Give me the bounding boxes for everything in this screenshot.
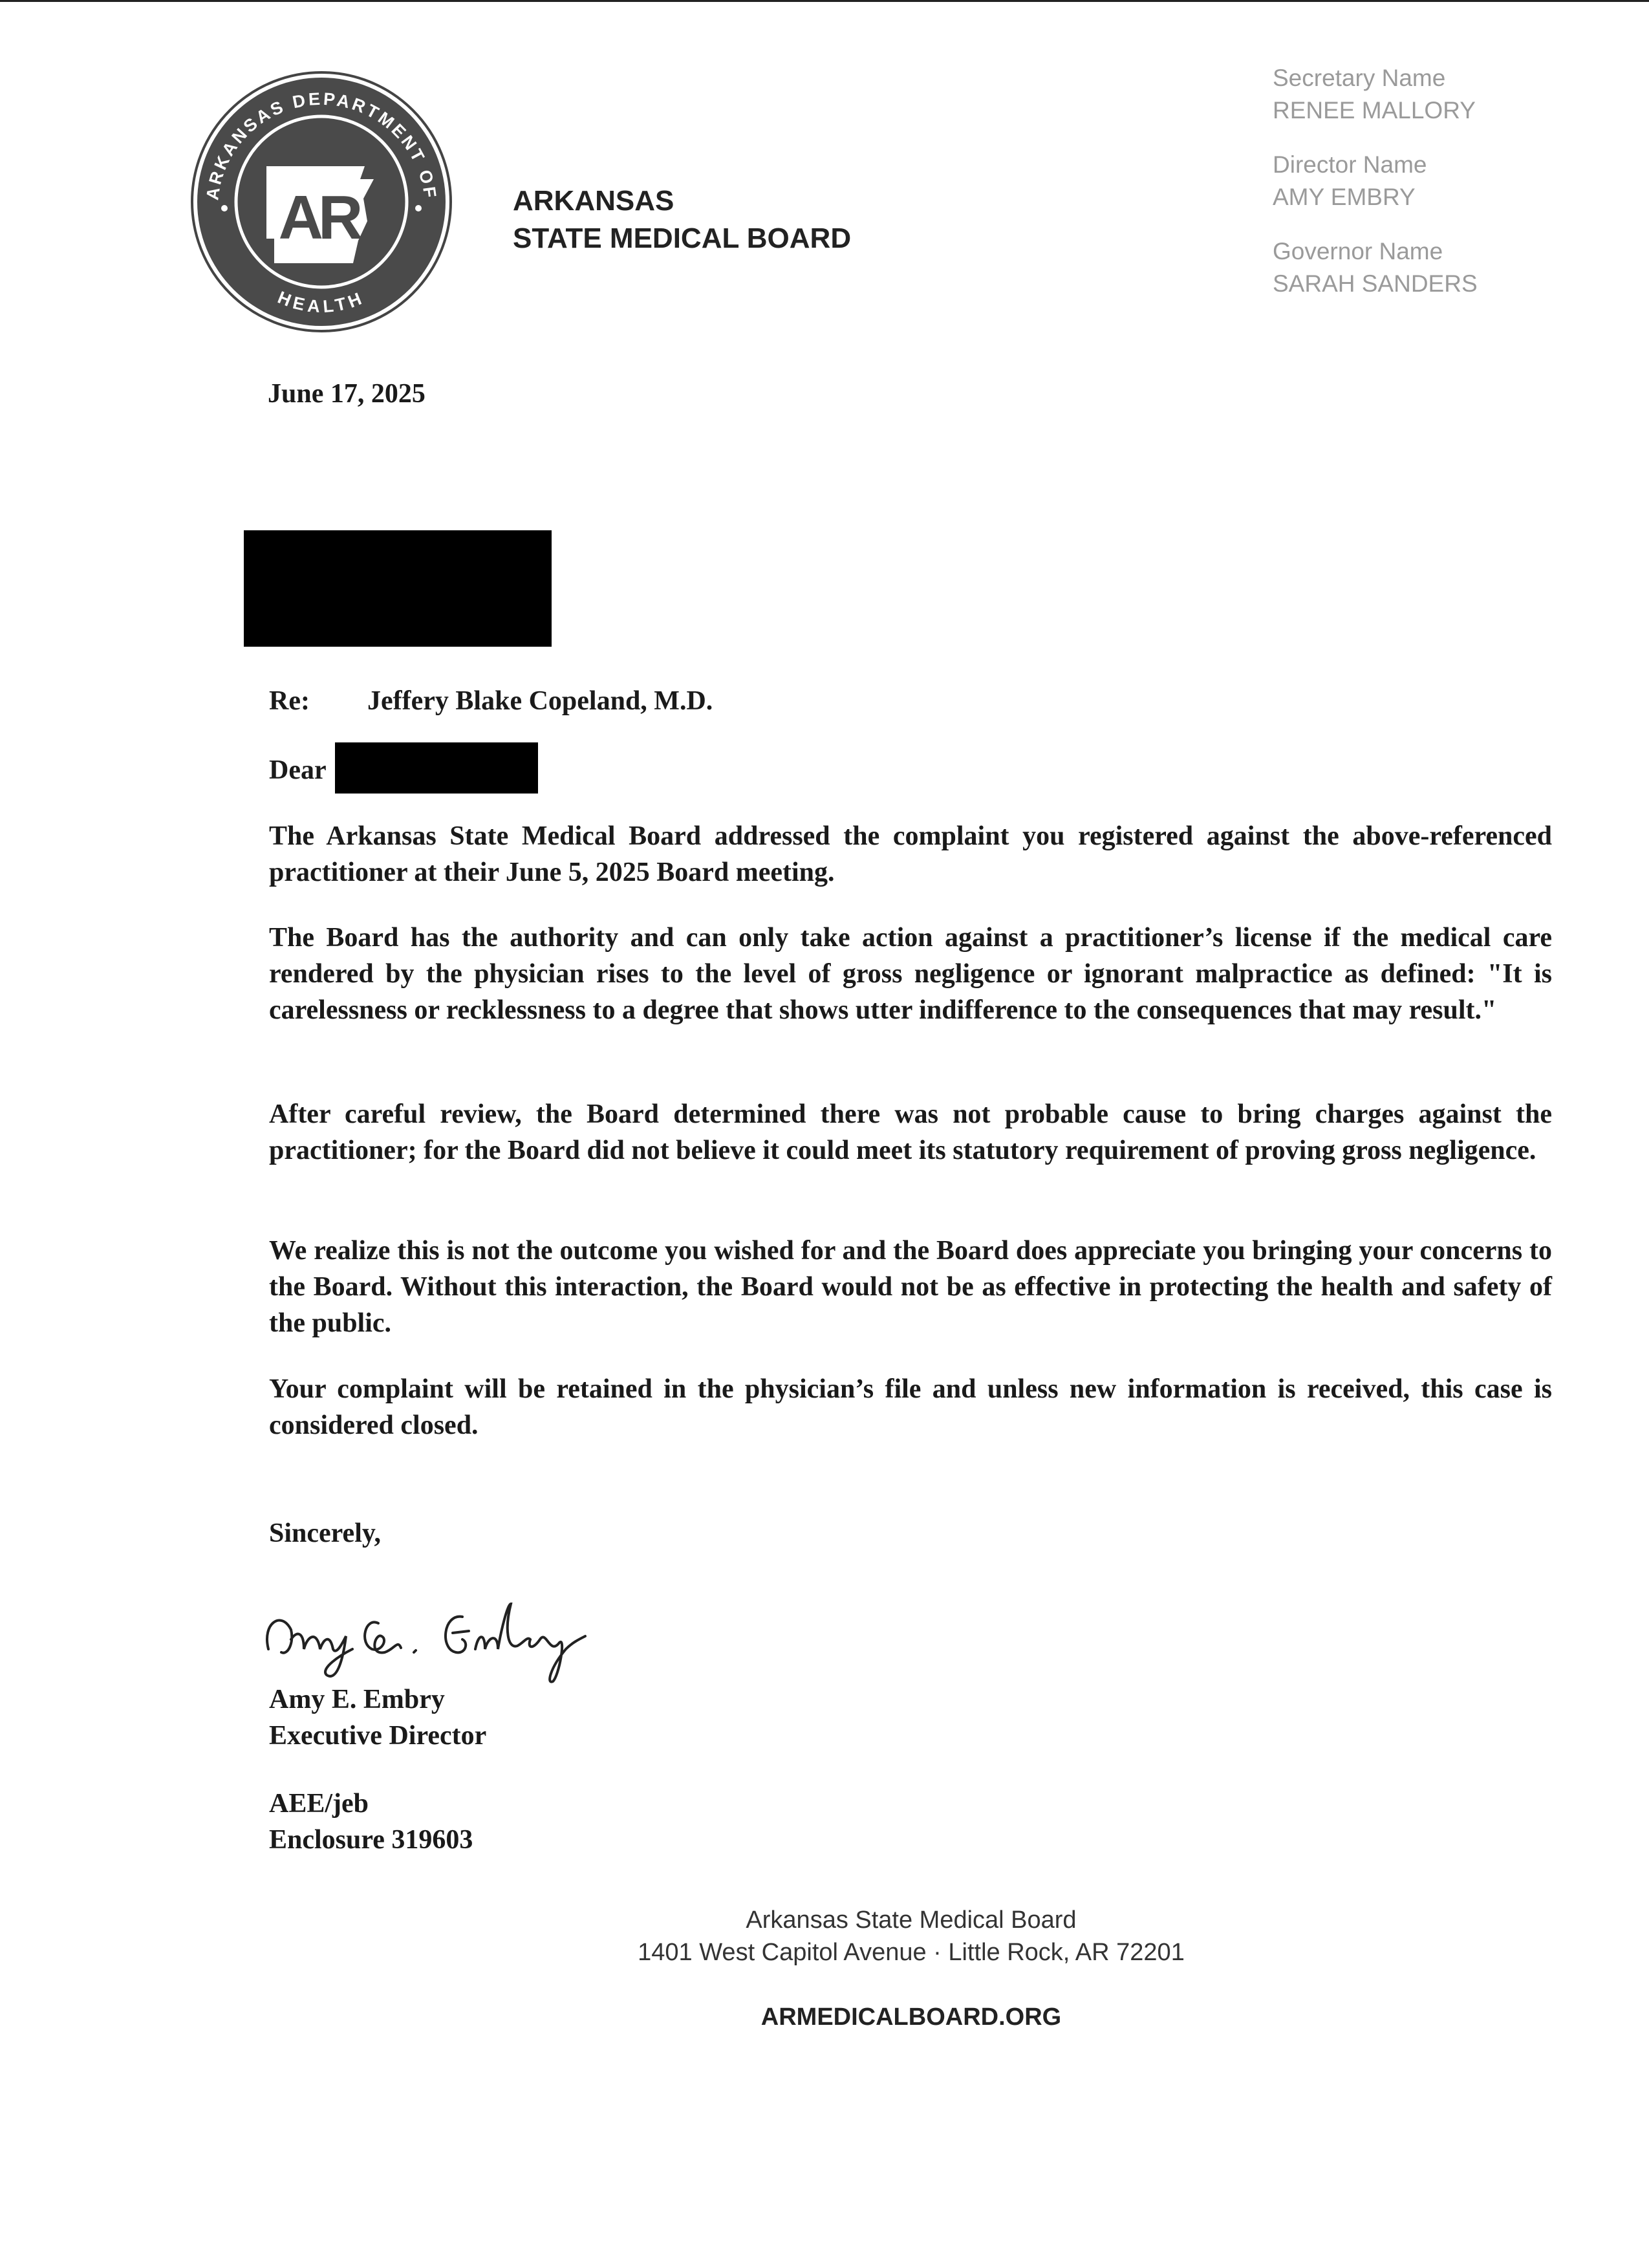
signer-title: Executive Director bbox=[269, 1721, 487, 1751]
seal-top-text: ARKANSAS DEPARTMENT OF bbox=[202, 89, 440, 202]
official-label: Secretary Name bbox=[1273, 65, 1446, 91]
footer-org: Arkansas State Medical Board bbox=[746, 1906, 1077, 1934]
org-line-1: ARKANSAS bbox=[513, 185, 674, 217]
initials: AEE/jeb bbox=[269, 1789, 369, 1819]
official-name: SARAH SANDERS bbox=[1273, 270, 1478, 297]
official-name: RENEE MALLORY bbox=[1273, 97, 1476, 124]
official-name: AMY EMBRY bbox=[1273, 184, 1416, 210]
signer-name: Amy E. Embry bbox=[269, 1685, 445, 1714]
seal-monogram: AR bbox=[278, 183, 358, 252]
official-label: Governor Name bbox=[1273, 238, 1443, 265]
reference-block bbox=[269, 1786, 473, 1858]
org-line-2: STATE MEDICAL BOARD bbox=[513, 222, 852, 254]
redacted-recipient-name bbox=[335, 742, 538, 794]
re-label: Re: bbox=[269, 686, 310, 716]
seal-bottom-text: HEALTH bbox=[275, 287, 368, 317]
paragraph-2: The Board has the authority and can only take action against a practitioner’s license if the medical care rendered by the physician rises to the level of gross negligence or ignorant malpractice as defined: "It is carelessness or recklessness to a degree that shows utter indifference to the consequences that may result." bbox=[269, 923, 1552, 1025]
paragraph-1: The Arkansas State Medical Board addressed the complaint you registered against the above-referenced practitioner at their June 5, 2025 Board meeting. bbox=[269, 821, 1552, 887]
official-director bbox=[1273, 149, 1478, 213]
official-governor bbox=[1273, 235, 1478, 300]
official-label: Director Name bbox=[1273, 151, 1427, 178]
redacted-address-block bbox=[244, 530, 552, 647]
footer-address: 1401 West Capitol Avenue · Little Rock, AR 72201 bbox=[638, 1939, 1185, 1966]
signer-block bbox=[269, 1681, 486, 1754]
footer-website[interactable]: ARMEDICALBOARD.ORG bbox=[760, 2003, 1062, 2031]
letterhead-title bbox=[513, 182, 851, 257]
officials-list bbox=[1273, 62, 1478, 322]
paragraph-3: After careful review, the Board determined there was not probable cause to bring charges against the practitioner; for the Board did not believe it could meet its statutory requirement of proving gross negligence. bbox=[269, 1099, 1552, 1165]
re-subject: Jeffery Blake Copeland, M.D. bbox=[367, 686, 713, 716]
official-secretary bbox=[1273, 62, 1478, 127]
paragraph-4: We realize this is not the outcome you wished for and the Board does appreciate you bringing your concerns to the Board. Without this interaction, the Board would not be as effective in protecting the health and safety of the public. bbox=[269, 1236, 1552, 1338]
health-department-seal bbox=[189, 69, 454, 334]
handwritten-signature bbox=[255, 1578, 643, 1688]
salutation: Dear bbox=[269, 755, 327, 785]
closing: Sincerely, bbox=[269, 1518, 382, 1548]
letter-date: June 17, 2025 bbox=[268, 379, 426, 409]
enclosure: Enclosure 319603 bbox=[269, 1825, 473, 1855]
paragraph-5: Your complaint will be retained in the physician’s file and unless new information is received, this case is considered closed. bbox=[269, 1374, 1552, 1440]
scan-edge-line bbox=[0, 0, 1649, 2]
